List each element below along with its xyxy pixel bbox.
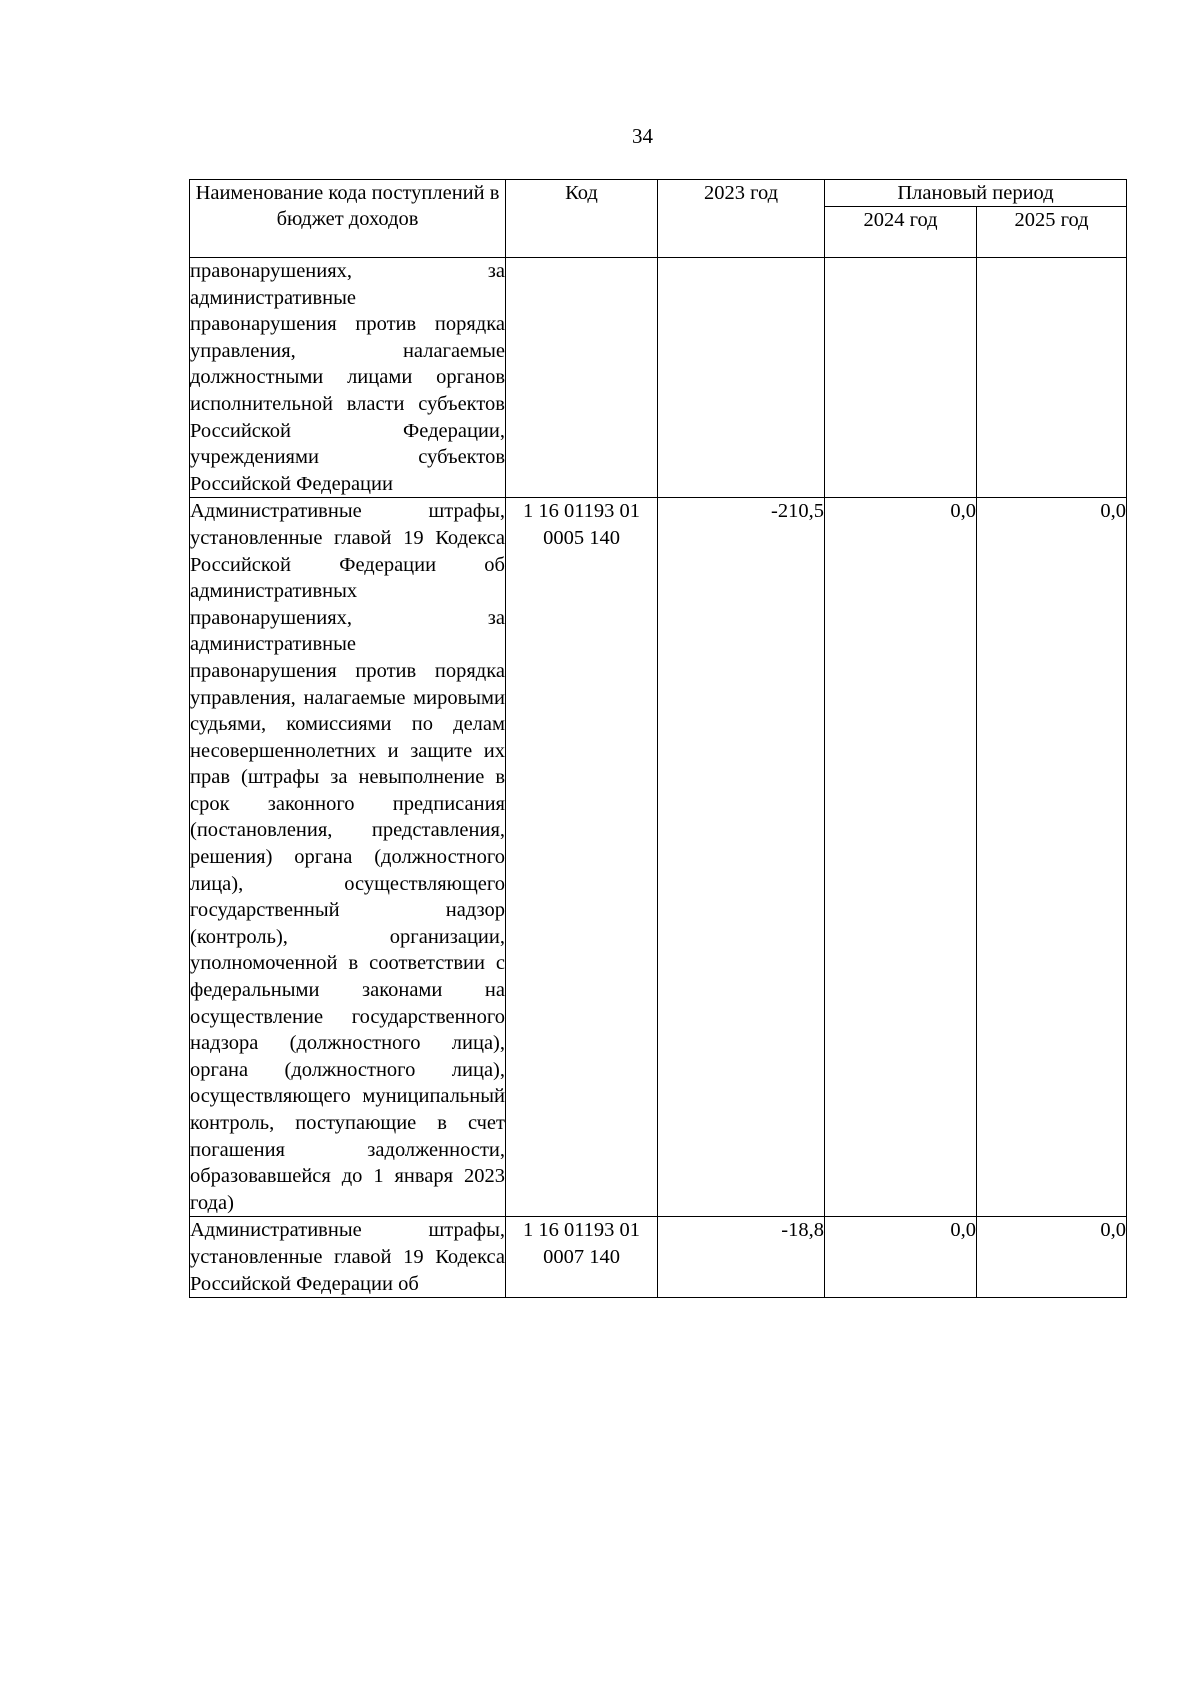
header-code: Код	[506, 180, 658, 258]
header-2025: 2025 год	[977, 207, 1127, 258]
row-code: 1 16 01193 01 0005 140	[506, 498, 658, 1217]
table-row	[190, 1217, 1127, 1298]
table-header-row	[190, 180, 1127, 207]
row-code	[506, 258, 658, 498]
row-value-2025: 0,0	[977, 1217, 1127, 1298]
page-number: 34	[632, 124, 653, 148]
table-row	[190, 498, 1127, 1217]
row-name: Административные штрафы, установленные главой 19 Кодекса Российской Федерации об	[190, 1217, 506, 1298]
row-value-2023: -18,8	[658, 1217, 825, 1298]
row-value-2023: -210,5	[658, 498, 825, 1217]
row-name: Административные штрафы, установленные главой 19 Кодекса Российской Федерации об административных правонарушениях, за административные правонарушения против порядка управления, налагаемые мировыми судьями, комиссиями по делам несовершеннолетних и защите их прав (штрафы за невыполнение в срок законного предписания (постановления, представления, решения) органа (должностного лица), осуществляющего государственный надзор (контроль), организации, уполномоченной в соответствии с федеральными законами на осуществление государственного надзора (должностного лица), органа (должностного лица), осуществляющего муниципальный контроль, поступающие в счет погашения задолженности, образовавшейся до 1 января 2023 года)	[190, 498, 506, 1217]
row-value-2024	[825, 258, 977, 498]
header-2024: 2024 год	[825, 207, 977, 258]
row-value-2024: 0,0	[825, 1217, 977, 1298]
revenue-table	[189, 179, 1127, 1298]
header-2023: 2023 год	[658, 180, 825, 258]
row-value-2025: 0,0	[977, 498, 1127, 1217]
row-value-2024: 0,0	[825, 498, 977, 1217]
header-plan-period: Плановый период	[825, 180, 1127, 207]
row-value-2023	[658, 258, 825, 498]
header-name: Наименование кода поступлений в бюджет доходов	[190, 180, 506, 258]
row-name: правонарушениях, за административные правонарушения против порядка управления, налагаемые должностными лицами органов исполнительной власти субъектов Российской Федерации, учреждениями субъектов Российской Федерации	[190, 258, 506, 498]
row-code: 1 16 01193 01 0007 140	[506, 1217, 658, 1298]
row-value-2025	[977, 258, 1127, 498]
table-row	[190, 258, 1127, 498]
